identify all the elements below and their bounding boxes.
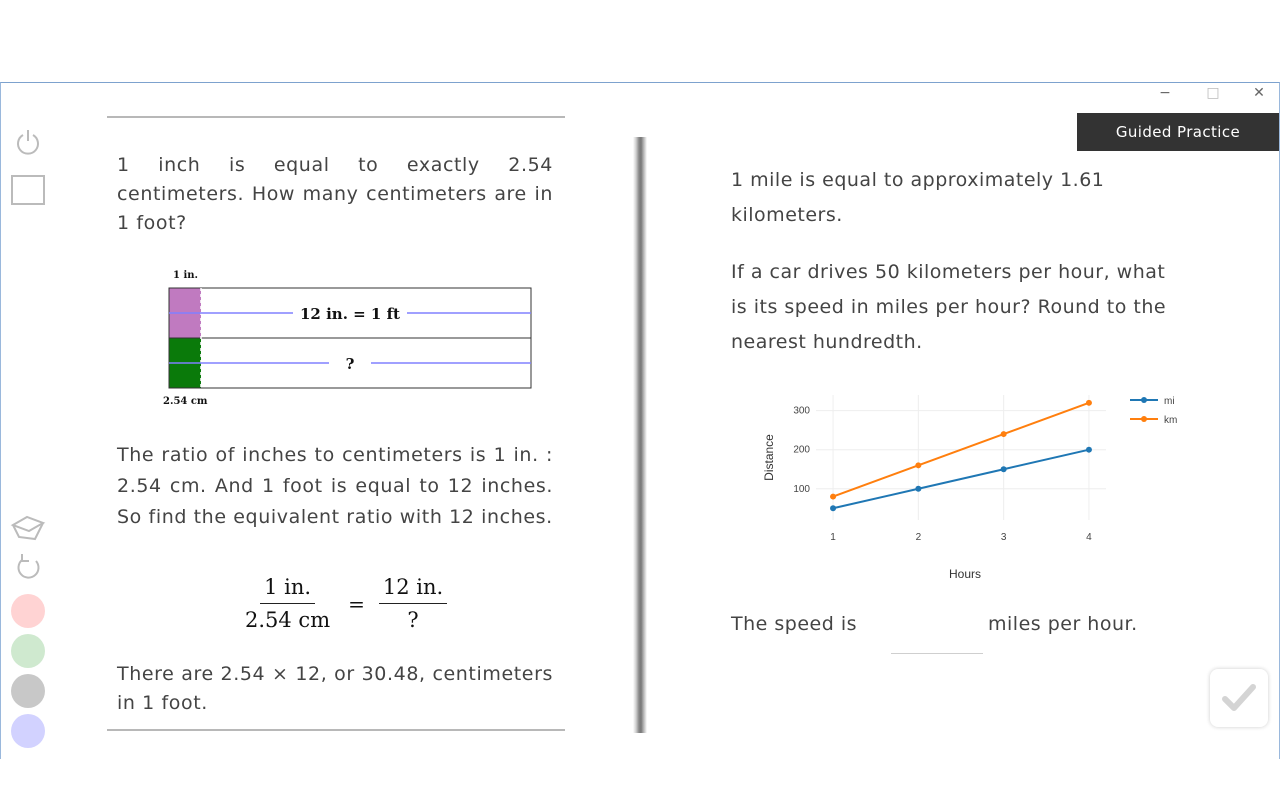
series-line-mi	[833, 450, 1089, 509]
diagram-row2-label: ?	[345, 355, 355, 373]
color-swatch-red[interactable]	[11, 594, 45, 628]
tool-sidebar	[1, 83, 55, 759]
fraction-left-numerator: 1 in.	[260, 575, 315, 604]
y-tick-label: 200	[793, 444, 810, 456]
undo-icon[interactable]	[9, 549, 47, 587]
legend-label-mi: mi	[1164, 396, 1175, 407]
distance-chart	[756, 395, 1206, 585]
speed-answer-input[interactable]	[891, 605, 983, 654]
y-axis-label: Distance	[762, 434, 776, 481]
equals-sign: =	[348, 591, 365, 616]
data-point-km	[1086, 400, 1092, 406]
eraser-icon[interactable]	[9, 509, 47, 547]
x-tick-label: 3	[1000, 532, 1007, 543]
data-point-mi	[830, 505, 836, 511]
x-tick-label: 4	[1086, 532, 1092, 543]
right-para-1: 1 mile is equal to approximately 1.61 kilometers.	[731, 169, 1105, 226]
right-para-2: If a car drives 50 kilometers per hour, what is its speed in miles per hour? Round to the nearest hundredth.	[731, 261, 1167, 353]
diagram-bottom-label: 2.54 cm	[163, 396, 208, 407]
data-point-km	[1001, 431, 1007, 437]
legend-marker-mi	[1141, 397, 1147, 403]
fraction-left-denominator: 2.54 cm	[245, 608, 331, 632]
ratio-equation	[241, 575, 447, 632]
x-tick-label: 1	[830, 532, 836, 543]
maximize-button[interactable]: □	[1206, 85, 1220, 101]
guided-practice-badge: Guided Practice	[1077, 113, 1279, 151]
minimize-button[interactable]: −	[1159, 85, 1171, 101]
fraction-right	[379, 575, 447, 632]
inch-cm-diagram	[161, 263, 541, 408]
data-point-km	[830, 494, 836, 500]
legend-marker-km	[1141, 416, 1147, 422]
top-rule	[107, 116, 565, 118]
y-tick-label: 100	[793, 483, 810, 495]
left-explanation-text: The ratio of inches to centimeters is 1 in. : 2.54 cm. And 1 foot is equal to 12 inches. So find the equivalent ratio with 12 inches.	[117, 444, 553, 528]
fraction-right-numerator: 12 in.	[379, 575, 447, 604]
fraction-left	[241, 575, 334, 632]
answer-suffix: miles per hour.	[988, 613, 1138, 635]
color-swatch-gray[interactable]	[11, 674, 45, 708]
page-divider	[633, 137, 647, 733]
square-selection-icon[interactable]	[9, 171, 47, 209]
color-swatch-blue[interactable]	[11, 714, 45, 748]
left-conclusion-text: There are 2.54 × 12, or 30.48, centimeters in 1 foot.	[117, 663, 553, 714]
diagram-top-label: 1 in.	[173, 270, 198, 281]
x-tick-label: 2	[915, 532, 922, 543]
answer-prefix: The speed is	[731, 613, 857, 635]
left-question-text: 1 inch is equal to exactly 2.54 centimeters. How many centimeters are in 1 foot?	[117, 154, 553, 234]
fraction-right-denominator: ?	[407, 608, 419, 632]
data-point-mi	[1086, 447, 1092, 453]
app-window	[0, 82, 1280, 759]
y-tick-label: 300	[793, 405, 810, 417]
x-axis-label: Hours	[948, 567, 982, 581]
checkmark-icon	[1222, 683, 1256, 713]
data-point-mi	[915, 486, 921, 492]
close-button[interactable]: ✕	[1253, 85, 1265, 101]
color-swatch-green[interactable]	[11, 634, 45, 668]
check-answer-button[interactable]	[1210, 669, 1268, 727]
power-icon[interactable]	[9, 123, 47, 161]
data-point-mi	[1001, 466, 1007, 472]
legend-label-km: km	[1164, 415, 1178, 426]
bottom-rule	[107, 729, 565, 731]
diagram-row1-label: 12 in. = 1 ft	[300, 305, 400, 323]
data-point-km	[915, 462, 921, 468]
